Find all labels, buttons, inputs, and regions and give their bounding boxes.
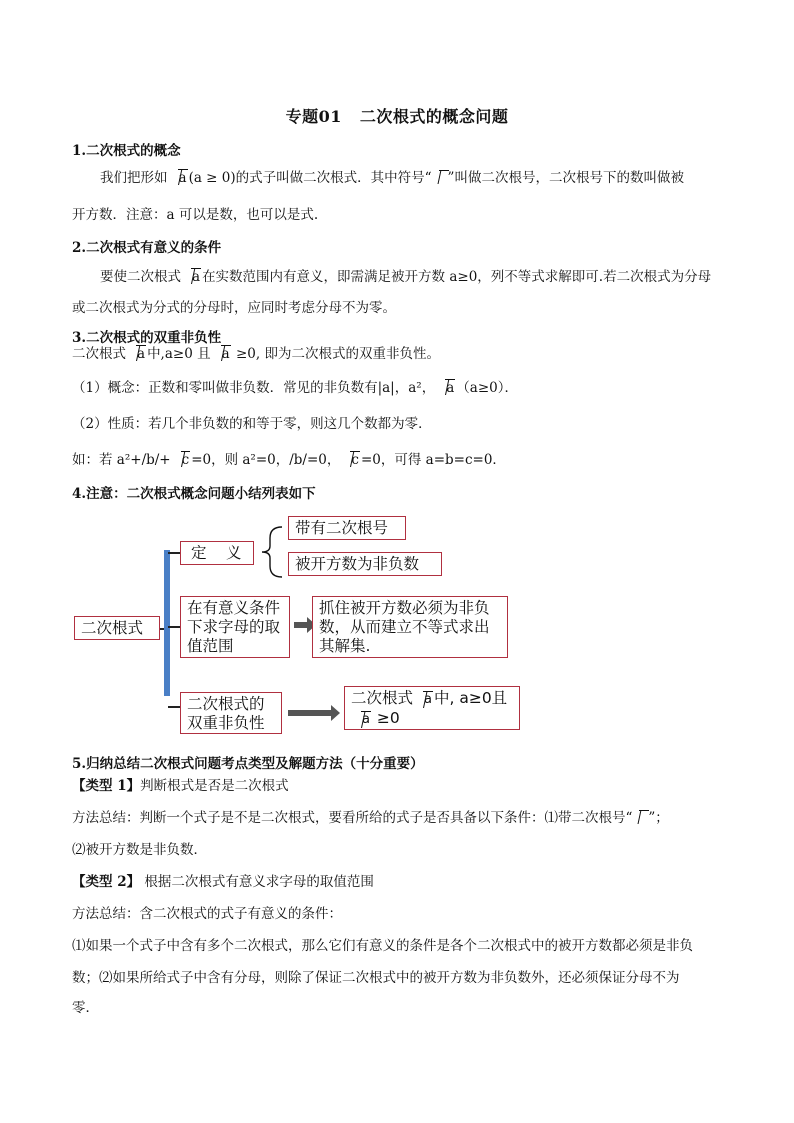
section-3-example	[72, 450, 506, 470]
text: 的式子叫做二次根式．其中符号“	[235, 170, 432, 186]
type-label: 【类型 1】	[72, 778, 141, 794]
type-2-heading	[72, 872, 374, 892]
sqrt-a	[436, 378, 455, 398]
text: 中,a≥0 且	[147, 346, 211, 362]
radicand: c	[181, 452, 190, 468]
branch-line	[168, 706, 180, 708]
radicand: a	[446, 380, 455, 396]
type-2-line-1: ⑴如果一个式子中含有多个二次根式，那么它们有意义的条件是各个二次根式中的被开方数都必须是非负	[72, 938, 693, 954]
page-title	[0, 104, 794, 127]
section-1-line-2: 开方数．注意：a 可以是数，也可以是式.	[72, 207, 319, 223]
type-2-line-3: 零．	[72, 1000, 99, 1016]
type-label: 【类型 2】	[72, 874, 141, 890]
diagram-bracket-bar	[164, 550, 170, 696]
radicand: a	[192, 269, 201, 285]
text: 如：若 a²+/b/+	[72, 452, 171, 468]
type-1-method-2: ⑵被开方数是非负数．	[72, 842, 207, 858]
type-2-line-2: 数；⑵如果所给式子中含有分母，则除了保证二次根式中的被开方数为非负数外，还必须保证分母不为	[72, 970, 680, 986]
sqrt-c	[341, 450, 360, 470]
diagram-root-box: 二次根式	[74, 616, 160, 640]
branch-line	[168, 626, 180, 628]
diagram-def-item-1: 带有二次根号	[288, 516, 406, 540]
section-2-line-1	[100, 267, 711, 287]
diagram-def-box: 定 义	[180, 541, 254, 565]
branch-line	[168, 552, 180, 554]
radical-sign-icon	[432, 170, 448, 184]
type-1-heading	[72, 776, 289, 796]
section-2-line-2: 或二次根式为分式的分母时，应同时考虑分母不为零。	[72, 300, 396, 316]
text: 我们把形如	[100, 170, 168, 186]
sqrt-a	[182, 267, 201, 287]
section-2-heading: 2.二次根式有意义的条件	[72, 240, 222, 256]
diagram-cond-item: 抓住被开方数必须为非负数，从而建立不等式求出其解集.	[312, 596, 508, 658]
text: =0，可得 a=b=c=0．	[360, 452, 506, 468]
text: ”叫做二次根号，二次根号下的数叫做被	[447, 170, 684, 186]
condition: (a ≥ 0)	[188, 170, 236, 186]
type-2-method: 方法总结：含二次根式的式子有意义的条件：	[72, 906, 342, 922]
diagram-nonneg-box: 二次根式的双重非负性	[180, 692, 282, 734]
sqrt-c	[172, 450, 191, 470]
section-5-heading: 5.归纳总结二次根式问题考点类型及解题方法（十分重要）	[72, 756, 424, 772]
sqrt-a	[127, 344, 146, 364]
type-1-method	[72, 808, 669, 828]
section-3-item-1	[72, 378, 518, 398]
sqrt-a	[414, 691, 433, 709]
section-1-heading: 1.二次根式的概念	[72, 143, 181, 159]
arrow-icon	[294, 622, 308, 628]
title-prefix: 专题01	[285, 107, 342, 126]
arrow-icon	[288, 710, 332, 716]
title-main: 二次根式的概念问题	[359, 107, 509, 126]
text: 根据二次根式有意义求字母的取值范围	[140, 874, 374, 890]
text: 二次根式	[351, 689, 414, 707]
text: =0，则 a²=0，/b/=0，	[191, 452, 341, 468]
text: 二次根式	[72, 346, 126, 362]
radicand: a	[362, 712, 370, 727]
section-4-heading: 4.注意：二次根式概念问题小结列表如下	[72, 486, 316, 502]
radicand: a	[137, 346, 146, 362]
sqrt-a	[352, 711, 371, 729]
diagram-nonneg-item	[344, 686, 520, 730]
text: 方法总结：判断一个式子是不是二次根式，要看所给的式子是否具备以下条件：⑴带二次根号“	[72, 810, 633, 826]
text: 判断根式是否是二次根式	[140, 778, 289, 794]
diagram-cond-box: 在有意义条件下求字母的取值范围	[180, 596, 290, 658]
curly-brace	[256, 524, 286, 580]
section-3-line-1	[72, 344, 440, 364]
radicand: a	[221, 346, 230, 362]
diagram-def-item-2: 被开方数为非负数	[288, 552, 442, 576]
text: ”；	[648, 810, 669, 826]
text: 在实数范围内有意义，即需满足被开方数 a≥0，列不等式求解即可.若二次根式为分母	[202, 269, 712, 285]
section-3-item-2: （2）性质：若几个非负数的和等于零，则这几个数都为零．	[72, 416, 432, 432]
radicand: c	[351, 452, 359, 468]
text: 中, a≥0且	[433, 689, 508, 707]
text: 要使二次根式	[100, 269, 181, 285]
radicand: a	[424, 692, 432, 707]
text: （1）概念：正数和零叫做非负数．常见的非负数有|a|，a²，	[72, 380, 436, 396]
radicand: a	[178, 170, 187, 186]
radical-sign-icon	[632, 810, 648, 824]
text: ≥0	[371, 709, 400, 727]
sqrt-a	[169, 168, 188, 188]
text: ≥0, 即为二次根式的双重非负性。	[231, 346, 440, 362]
section-1-line-1	[100, 168, 684, 188]
sqrt-a	[212, 344, 231, 364]
text: （a≥0）．	[456, 380, 518, 396]
section-3-heading: 3.二次根式的双重非负性	[72, 330, 222, 346]
